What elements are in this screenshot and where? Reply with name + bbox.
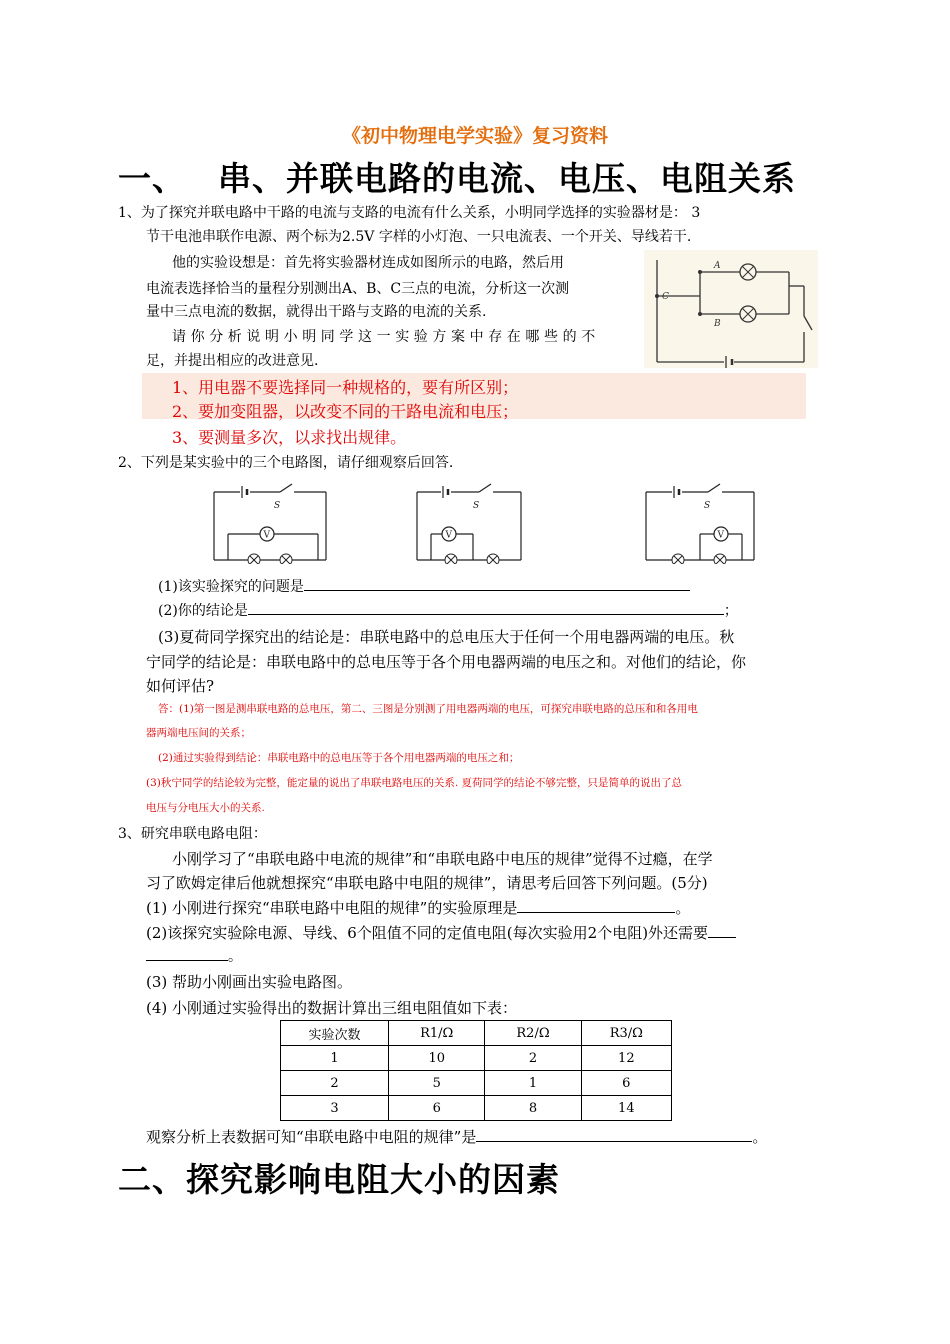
document-title: 《初中物理电学实验》复习资料 (341, 125, 608, 147)
figure-background (644, 250, 818, 368)
table-header-cell: R1/Ω (389, 1021, 485, 1046)
table-cell: 1 (281, 1046, 389, 1071)
q3-sub2: (2)该探究实验除电源、导线、6个阻值不同的定值电阻(每次实验用2个电阻)外还需要 (146, 920, 736, 947)
table-cell: 2 (281, 1071, 389, 1096)
svg-text:V: V (263, 530, 270, 541)
q2-answer-blank-2[interactable] (248, 598, 724, 615)
q2-answer-line3: (2)通过实验得到结论：串联电路中的总电压等于各个用电器两端的电压之和； (158, 752, 520, 764)
q3-conclusion: 观察分析上表数据可知“串联电路中电阻的规律”是 。 (146, 1124, 767, 1151)
svg-text:V: V (445, 530, 452, 541)
label-a: A (714, 261, 721, 271)
q3-answer-blank-2b[interactable] (146, 944, 228, 961)
node-b-dot (698, 312, 702, 316)
q1-answer-2: 2、要加变阻器，以改变不同的干路电流和电压； (172, 402, 519, 421)
table-header-cell: 实验次数 (281, 1021, 389, 1046)
q3-answer-blank-2a[interactable] (708, 921, 736, 938)
q2-answer-blank-1[interactable] (304, 574, 690, 591)
q1-line1: 1、为了探究并联电路中干路的电流与支路的电流有什么关系，小明同学选择的实验器材是： 3 (118, 205, 701, 221)
label-c: C (662, 292, 669, 302)
q2-answer-line1: 答：(1)第一图是测串联电路的总电压，第二、三图是分别测了用电器两端的电压，可探究串联电路的总压和和各用电 (158, 703, 698, 715)
q1-lamp-top-icon (740, 264, 756, 280)
table-header-cell: R3/Ω (581, 1021, 671, 1046)
section-1-number: 一、 (118, 159, 186, 198)
section-2-title: 二、探究影响电阻大小的因素 (118, 1160, 560, 1199)
q3-sub2-cont: 。 (146, 944, 242, 971)
table-cell: 3 (281, 1096, 389, 1121)
svg-text:V: V (717, 530, 724, 541)
circuit-diagram-2 (413, 478, 525, 564)
q1-line4: 电流表选择恰当的量程分别测出A、B、C三点的电流，分析这一次测 (146, 281, 570, 297)
table-cell: 10 (389, 1046, 485, 1071)
q1-answer-3: 3、要测量多次，以求找出规律。 (172, 428, 407, 447)
q2-sub3-line2: 宁同学的结论是：串联电路中的总电压等于各个用电器两端的电压之和。对他们的结论，你 (146, 653, 747, 671)
table-header-cell: R2/Ω (485, 1021, 581, 1046)
table-cell: 12 (581, 1046, 671, 1071)
q3-sub3: (3) 帮助小刚画出实验电路图。 (146, 973, 353, 991)
circuit-diagram-3 (642, 478, 758, 564)
lamp-icon (672, 554, 684, 564)
table-row (281, 1071, 672, 1096)
lamp-icon (445, 554, 457, 564)
q2-intro: 2、下列是某实验中的三个电路图，请仔细观察后回答. (118, 455, 454, 471)
q3-conclusion-blank[interactable] (476, 1125, 752, 1142)
q1-line5: 量中三点电流的数据，就得出干路与支路的电流的关系. (146, 304, 487, 320)
table-cell: 5 (389, 1071, 485, 1096)
q1-lamp-bottom-icon (740, 306, 756, 322)
q3-sub4: (4) 小刚通过实验得出的数据计算出三组电阻值如下表： (146, 999, 518, 1017)
q3-paragraph-line2: 习了欧姆定律后他就想探究“串联电路中电阻的规律”，请思考后回答下列问题。(5分) (146, 874, 708, 892)
lamp-icon (280, 554, 292, 564)
table-cell: 14 (581, 1096, 671, 1121)
section-1-title: 串、并联电路的电流、电压、电阻关系 (218, 159, 796, 198)
lamp-icon (248, 554, 260, 564)
q2-answer-line2: 器两端电压间的关系； (146, 727, 251, 739)
label-b: B (714, 319, 721, 329)
q1-line3: 他的实验设想是：首先将实验器材连成如图所示的电路，然后用 (172, 255, 564, 271)
table-cell: 2 (485, 1046, 581, 1071)
table-cell: 8 (485, 1096, 581, 1121)
q3-sub1: (1) 小刚进行探究“串联电路中电阻的规律”的实验原理是 。 (146, 895, 690, 922)
table-cell: 6 (389, 1096, 485, 1121)
resistance-data-table (280, 1020, 672, 1121)
q3-intro: 3、研究串联电路电阻： (118, 826, 267, 842)
q1-line7: 足，并提出相应的改进意见. (146, 353, 319, 369)
table-cell: 1 (485, 1071, 581, 1096)
node-c-dot (655, 294, 659, 298)
q2-answer-line5: 电压与分电压大小的关系. (146, 802, 265, 814)
q2-sub3-line1: (3)夏荷同学探究出的结论是：串联电路中的总电压大于任何一个用电器两端的电压。秋 (158, 628, 735, 646)
q3-answer-blank-1[interactable] (517, 896, 675, 913)
node-a-dot (698, 270, 702, 274)
table-row (281, 1046, 672, 1071)
table-row (281, 1096, 672, 1121)
circuit-diagram-1 (210, 478, 330, 564)
q2-answer-line4: (3)秋宁同学的结论较为完整，能定量的说出了串联电路电压的关系. 夏荷同学的结论不够完整，只是简单的说出了总 (146, 777, 683, 789)
lamp-icon (714, 554, 726, 564)
switch-label: S (274, 501, 281, 511)
q2-sub3-line3: 如何评估? (146, 677, 215, 695)
q2-sub2: (2)你的结论是 ； (158, 598, 738, 625)
q1-answer-1: 1、用电器不要选择同一种规格的，要有所区别； (172, 378, 519, 397)
q1-line2: 节干电池串联作电源、两个标为2.5V 字样的小灯泡、一只电流表、一个开关、导线若干. (146, 229, 692, 245)
switch-label: S (704, 501, 711, 511)
table-header-row (281, 1021, 672, 1046)
switch-label: S (473, 501, 480, 511)
q1-line6: 请你分析说明小明同学这一实验方案中存在哪些的不 (172, 329, 600, 345)
q2-sub1: (1)该实验探究的问题是 (158, 574, 690, 601)
q3-paragraph-line1: 小刚学习了“串联电路中电流的规律”和“串联电路中电压的规律”觉得不过瘾，在学 (172, 850, 713, 868)
lamp-icon (487, 554, 499, 564)
parallel-circuit-figure (644, 250, 818, 368)
table-cell: 6 (581, 1071, 671, 1096)
